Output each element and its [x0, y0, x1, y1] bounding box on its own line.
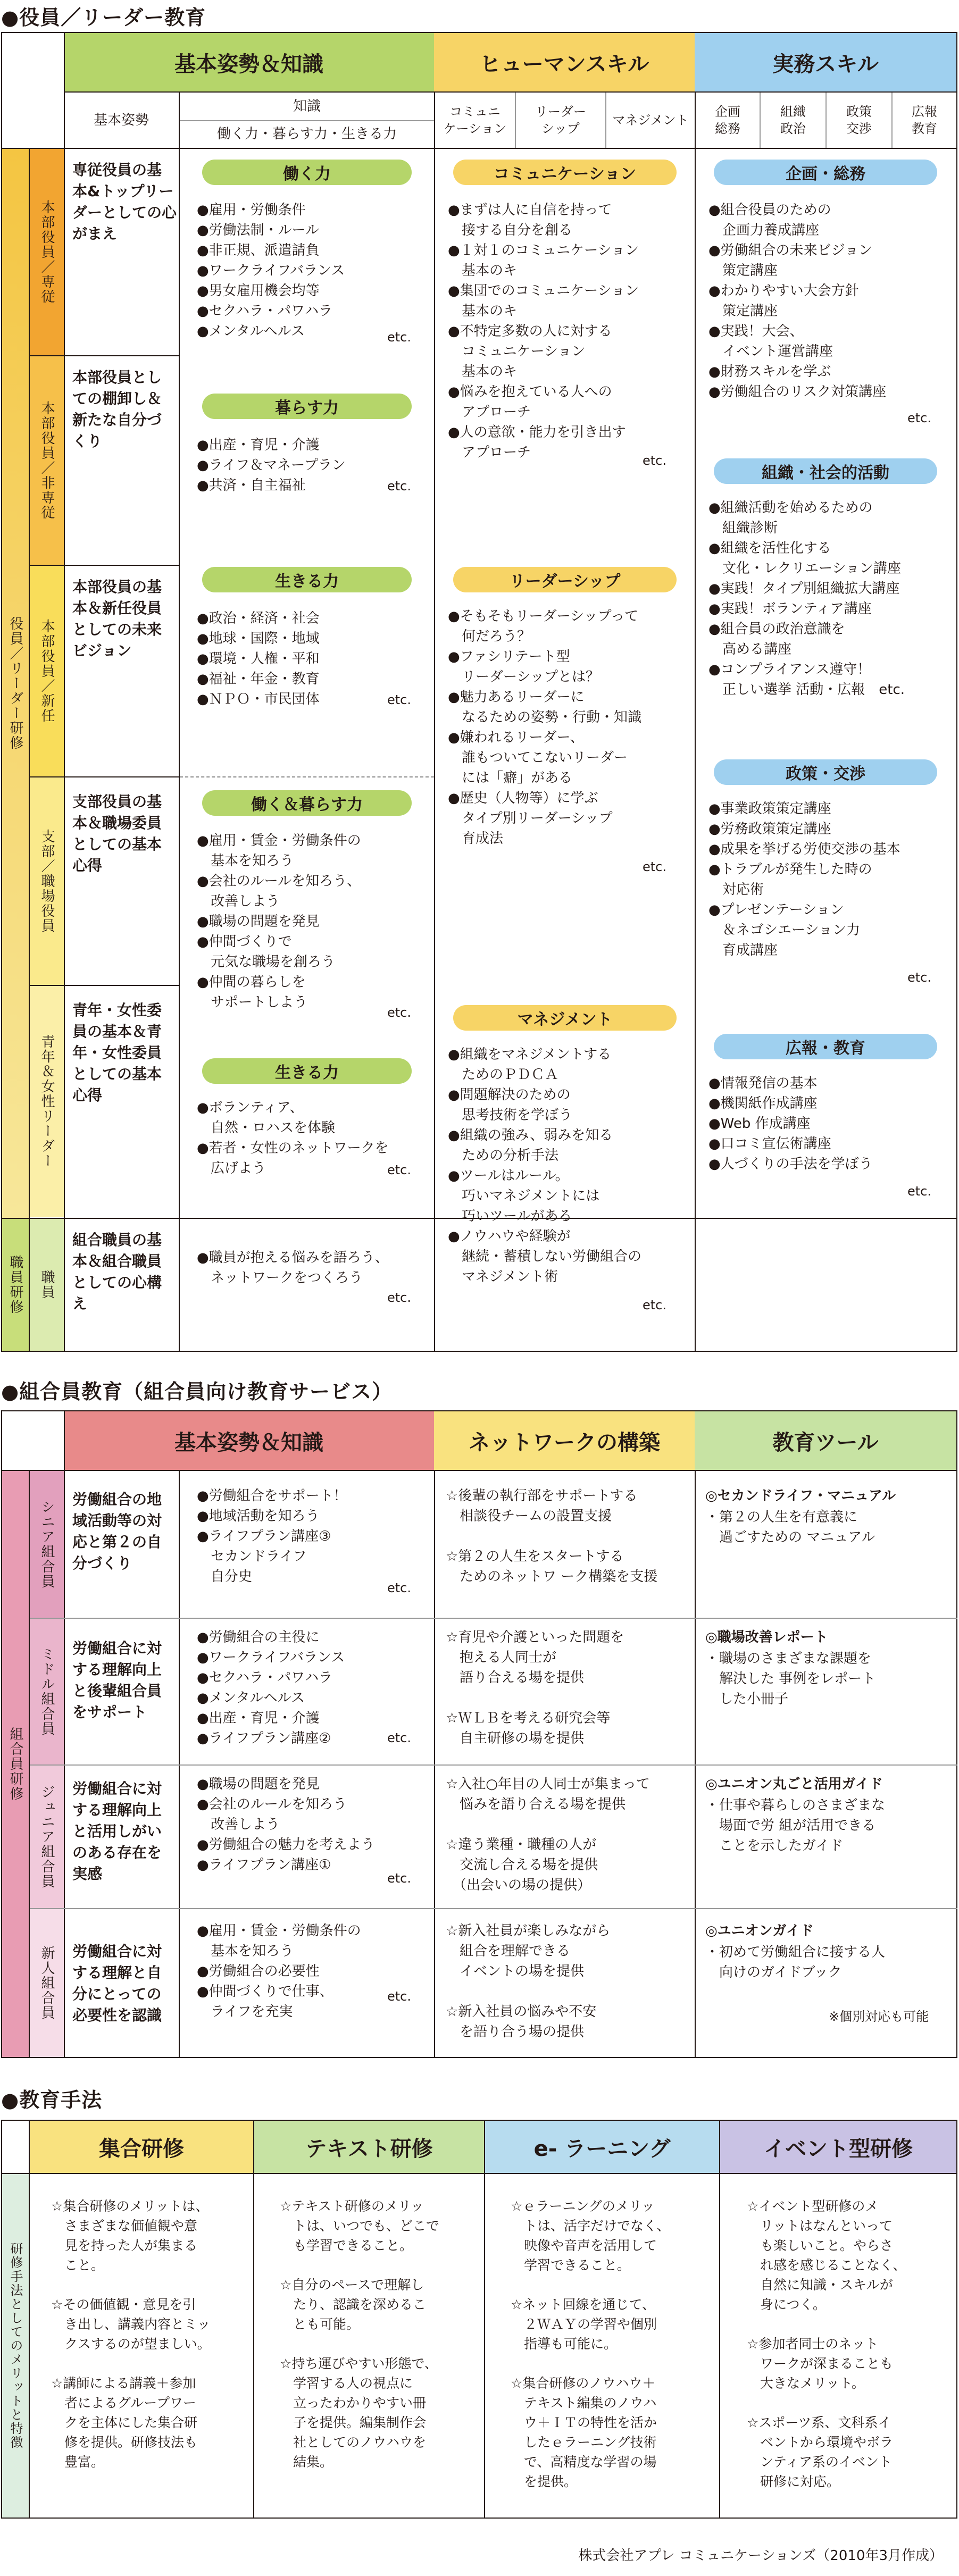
m-tool-junior: ・仕事や暮らしのさまざまな 場面で労 組が活用できる ことを示したガイド — [705, 1797, 886, 1854]
method-text-1: ☆集合研修のメリットは、 さまざまな価値観や意 見を持った人が集まる こと。 ☆その価値観・意見を引 き出し、講義内容とミッ クスするのが望ましい。 ☆講師による講義＋参加 者によるグループワー クを主体にした集合研 修を提供。研修技法も 豊富。 — [51, 2198, 211, 2470]
row-honbu-senju: 本部役員／専従 — [30, 149, 64, 355]
m-tool-middle-title: ◎職場改善レポート — [705, 1629, 828, 1645]
section-title-member: ●組合員教育（組合員向け教育サービス） — [1, 1380, 393, 1403]
side-yakuin: 役員／リーダー研修 — [2, 149, 29, 1218]
m-kihon-middle: ●労働組合の主役に ●ワークライフバランス ●セクハラ・パワハラ ●メンタルヘルス ●出産・育児・介護 ●ライフプラン講座② — [197, 1629, 345, 1746]
m-kihon-shinjin: ●雇用・賃金・労働条件の 基本を知ろう ●労働組合の必要性 ●仲間づくりで仕事、 ライフを充実 — [197, 1923, 361, 2020]
m-header-network: ネットワークの構築 — [434, 1411, 695, 1470]
m-tool-middle: ・職場のさまざまな課題を 解決した 事例をレポート した小冊子 — [705, 1651, 876, 1707]
m-row-shinjin: 新人組合員 — [30, 1909, 64, 2057]
header-jitsumu: 実務スキル — [695, 33, 956, 91]
sub-seisaku: 政策 交渉 — [846, 104, 872, 136]
footer-credit: 株式会社アプレ コミュニケーションズ（2010年3月作成） — [578, 2548, 943, 2564]
sub-leader: リーダー シップ — [535, 104, 586, 136]
desc-shinnin: 本部役員の基 本＆新任役員 としての未来 ビジョン — [72, 578, 162, 659]
desc-shibu: 支部役員の基 本＆職場委員 としての基本 心得 — [72, 793, 162, 874]
list-ikiru: ●政治・経済・社会 ●地球・国際・地域 ●環境・人権・平和 ●福祉・年金・教育 ●ＮＰＯ・市民団体 — [197, 610, 320, 707]
etc: etc. — [907, 970, 931, 985]
row-seinen: 青年＆女性リーダー — [30, 986, 64, 1217]
m-header-tool: 教育ツール — [695, 1411, 956, 1470]
m-desc-junior: 労働組合に対 する理解向上 と活用しがい のある存在を 実感 — [72, 1780, 162, 1883]
m-net-junior: ☆入社○年目の人同士が集まって 悩みを語り合える場を提供 ☆違う業種・職種の人が 交流し合える場を提供 （出会いの場の提供） — [446, 1776, 650, 1893]
list-kikaku: ●組合役員のための 企画力養成講座 ●労働組合の未来ビジョン 策定講座 ●わかりやすい大会方針 策定講座 ●実践！大会、 イベント運営講座 ●財務スキルを学ぶ ●労働組合のリスク対策講座 — [708, 202, 887, 400]
etc: etc. — [643, 453, 666, 468]
row-shokuin: 職員 — [30, 1219, 64, 1351]
list-leader: ●そもそもリーダーシップって 何だろう？ ●ファシリテート型 リーダーシップとは？ ●魅力あるリーダーに なるための姿勢・行動・知識 ●嫌われるリーダー、 誰もついてこないリーダー には「癖」がある ●歴史（人物等）に学ぶ タイプ別リーダーシップ 育成法 — [448, 608, 642, 847]
m-net-shinjin: ☆新入社員が楽しみながら 組合を理解できる イベントの場を提供 ☆新入社員の悩みや不安 を語り合う場の提供 — [446, 1923, 611, 2040]
method-text-4: ☆イベント型研修のメ リットはなんといって も楽しいこと。やらさ れ感を感じることなく、 自然に知識・スキルが 身につく。 ☆参加者同士のネット ワークが深まることも 大きなメリット。 ☆スポーツ系、文科系イ ベントから環境やボラ ンティア系のイベント 研修に対応。 — [747, 2198, 906, 2489]
sub-comm: コミュニ ケーション — [443, 104, 507, 136]
m-kihon-junior: ●職場の問題を発見 ●会社のルールを知ろう 改善しよう ●労働組合の魅力を考えよう ●ライフプラン講座① — [197, 1776, 375, 1873]
list-shokuin: ●職員が抱える悩みを語ろう、 ネットワークをつくろう — [197, 1250, 389, 1286]
method-text-3: ☆ｅラーニングのメリッ トは、活字だけでなく、 映像や音声を活用して 学習できること。 ☆ネット回線を通じて、 ２ＷＡＹの学習や個別 指導も可能に。 ☆集合研修のノウハウ＋ テキスト編集のノウハ ウ＋ＩＴの特性を活か したｅラーニング技術 で、高精度な学習の場 を提供。 — [511, 2198, 670, 2489]
etc: etc. — [387, 1005, 411, 1020]
list-hataraku: ●雇用・労働条件 ●労働法制・ルール ●非正規、派遣請負 ●ワークライフバランス ●男女雇用機会均等 ●セクハラ・パワハラ ●メンタルヘルス — [197, 202, 345, 339]
row-honbu-hisenju: 本部役員／非専従 — [30, 356, 64, 565]
list-mgmt: ●組織をマネジメントする ためのＰＤＣＡ ●問題解決のための 思考技術を学ぼう ●組織の強み、弱みを知る ための分析手法 ●ツールはルール。 巧いマネジメントには 巧いツールがある ●ノウハウや経験が 継続・蓄積しない労働組合の マネジメント術 — [448, 1047, 642, 1285]
sub-chishiki-detail: 働く力・暮らす力・生きる力 — [216, 126, 397, 142]
m-row-middle: ミドル組合員 — [30, 1619, 64, 1764]
list-kurasu: ●出産・育児・介護 ●ライフ＆マネープラン ●共済・自主福祉 — [197, 437, 346, 494]
m-desc-middle: 労働組合に対 する理解向上 と後輩組合員 をサポート — [72, 1640, 162, 1721]
etc: etc. — [387, 1871, 411, 1886]
etc: etc. — [387, 1290, 411, 1305]
sub-kikaku: 企画 総務 — [715, 104, 740, 136]
sub-kihon: 基本姿勢 — [93, 112, 149, 128]
pill-soshiki: 組織・社会的活動 — [714, 458, 937, 484]
m-desc-senior: 労働組合の地 域活動等の対 応と第２の自 分づくり — [72, 1491, 162, 1572]
pill-kurasu: 暮らす力 — [202, 394, 412, 419]
sub-koho: 広報 教育 — [912, 104, 937, 136]
etc: etc. — [387, 1989, 411, 2004]
etc: etc. — [643, 859, 666, 874]
etc: etc. — [387, 330, 411, 345]
method-side: 研修手法としてのメリットと特徴 — [2, 2174, 29, 2518]
m-tool-shinjin: ・初めて労働組合に接する人 向けのガイドブック — [705, 1944, 886, 1980]
desc-hisenju: 本部役員とし ての棚卸し＆ 新たな自分づ くり — [72, 369, 162, 450]
m-side: 組合員研修 — [2, 1471, 29, 2057]
pill-comm: コミュニケーション — [453, 160, 677, 185]
pill-ikiru2: 生きる力 — [202, 1058, 412, 1084]
m-net-senior: ☆後輩の執行部をサポートする 相談役チームの設置支援 ☆第２の人生をスタートする ためのネットワ ーク構築を支援 — [446, 1488, 658, 1585]
sub-soshiki: 組織 政治 — [780, 104, 806, 136]
list-seisaku: ●事業政策策定講座 ●労務政策策定講座 ●成果を挙げる労使交渉の基本 ●トラブルが発生した時の 対応術 ●プレゼンテーション ＆ネゴシエーション力 育成講座 — [708, 801, 900, 958]
section-title-leader: ●役員／リーダー教育 — [1, 6, 206, 29]
side-shokuin: 職員研修 — [2, 1219, 29, 1351]
etc: etc. — [387, 1162, 411, 1177]
header-human: ヒューマンスキル — [434, 33, 695, 91]
m-tool-senior: ・第２の人生を有意義に 過ごすための マニュアル — [705, 1509, 875, 1545]
pill-mgmt: マネジメント — [453, 1005, 677, 1031]
list-koho: ●情報発信の基本 ●機関紙作成講座 ●Web 作成講座 ●口コミ宣伝術講座 ●人づくりの手法を学ぼう — [708, 1075, 873, 1172]
list-ikiru2: ●ボランティア、 自然・ロハスを体験 ●若者・女性のネットワークを 広げよう — [197, 1100, 389, 1176]
desc-senju: 専従役員の基 本&トップリー ダーとしての心 がまえ — [72, 161, 177, 242]
m-header-basic: 基本姿勢＆知識 — [64, 1411, 434, 1470]
etc: etc. — [387, 1580, 411, 1595]
note: ※個別対応も可能 — [829, 2009, 929, 2024]
method-header-3: e- ラーニング — [485, 2121, 719, 2173]
list-comm: ●まずは人に自信を持って 接する自分を創る ●１対１のコミュニケーション 基本のキ ●集団でのコミュニケーション 基本のキ ●不特定多数の人に対する コミュニケーション 基本のキ ●悩みを抱えている人への アプローチ ●人の意欲・能力を引き出す アプローチ — [448, 202, 639, 461]
m-tool-shinjin-title: ◎ユニオンガイド — [705, 1923, 814, 1939]
etc: etc. — [907, 1184, 931, 1199]
section-title-method: ●教育手法 — [1, 2088, 103, 2112]
pill-hatakura: 働く＆暮らす力 — [202, 790, 412, 816]
etc: etc. — [387, 692, 411, 707]
method-header-2: テキスト研修 — [254, 2121, 484, 2173]
m-kihon-senior: ●労働組合をサポート！ ●地域活動を知ろう ●ライフプラン講座③ セカンドライフ 自分史 — [197, 1488, 347, 1585]
m-row-senior: シニア組合員 — [30, 1471, 64, 1618]
sub-chishiki: 知識 — [293, 98, 321, 114]
pill-seisaku: 政策・交渉 — [714, 759, 937, 785]
pill-ikiru: 生きる力 — [202, 567, 412, 592]
pill-kikaku: 企画・総務 — [714, 160, 937, 185]
pill-hataraku: 働く力 — [202, 160, 412, 185]
list-hatakura: ●雇用・賃金・労働条件の 基本を知ろう ●会社のルールを知ろう、 改善しよう ●職場の問題を発見 ●仲間づくりで 元気な職場を創ろう ●仲間の暮らしを サポートしよう — [197, 833, 361, 1010]
header-basic: 基本姿勢＆知識 — [64, 33, 434, 91]
desc-shokuin: 組合職員の基 本＆組合職員 としての心構 え — [72, 1231, 162, 1312]
method-text-2: ☆テキスト研修のメリッ トは、いつでも、どこで も学習できること。 ☆自分のペースで理解し たり、認識を深めるこ とも可能。 ☆持ち運びやすい形態で、 学習する人の視点に 立ったわかりやすい冊 子を提供。編集制作会 社としてのノウハウを 結集。 — [280, 2198, 440, 2470]
m-net-middle: ☆育児や介護といった問題を 抱える人同士が 語り合える場を提供 ☆ＷＬＢを考える研究会等 自主研修の場を提供 — [446, 1629, 624, 1746]
m-tool-junior-title: ◎ユニオン丸ごと活用ガイド — [705, 1776, 883, 1792]
etc: etc. — [907, 411, 931, 425]
method-header-4: イベント型研修 — [720, 2121, 956, 2173]
desc-seinen: 青年・女性委 員の基本＆青 年・女性委員 としての基本 心得 — [72, 1001, 162, 1104]
m-tool-senior-title: ◎セカンドライフ・マニュアル — [705, 1488, 896, 1504]
etc: etc. — [387, 1730, 411, 1745]
list-soshiki: ●組織活動を始めるための 組織診断 ●組織を活性化する 文化・レクリエーション講座 ●実践！タイプ別組織拡大講座 ●実践！ボランティア講座 ●組合員の政治意識を 高める講座 ●コンプライアンス遵守！ 正しい選挙 活動・広報 etc. — [708, 500, 905, 698]
pill-leader: リーダーシップ — [453, 567, 677, 592]
etc: etc. — [643, 1298, 666, 1312]
sub-mgmt: マネジメント — [612, 113, 689, 128]
m-row-junior: ジュニア組合員 — [30, 1766, 64, 1908]
row-shibu: 支部／職場役員 — [30, 777, 64, 985]
etc: etc. — [387, 479, 411, 494]
pill-koho: 広報・教育 — [714, 1034, 937, 1059]
method-header-1: 集合研修 — [30, 2121, 253, 2173]
row-honbu-shinnin: 本部役員／新任 — [30, 566, 64, 776]
m-desc-shinjin: 労働組合に対 する理解と自 分にとっての 必要性を認識 — [72, 1943, 162, 2024]
